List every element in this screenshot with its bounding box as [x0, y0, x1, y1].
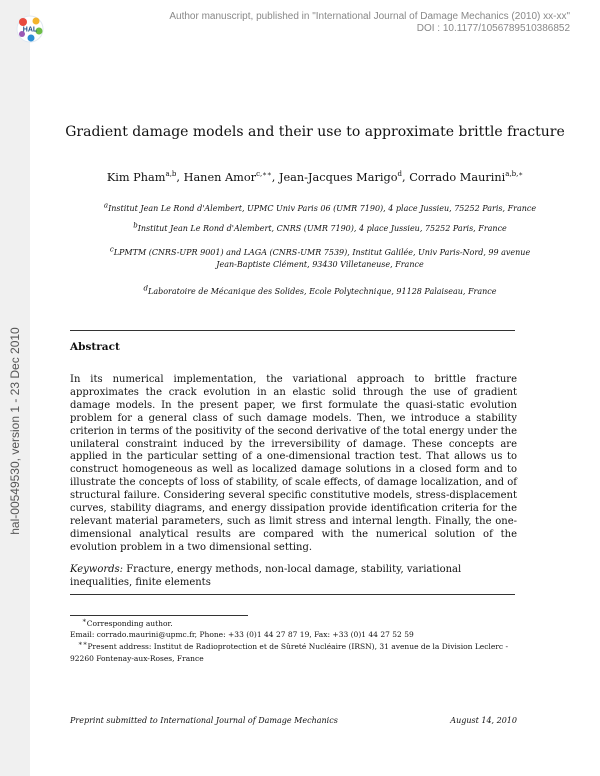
- footnote-mark: ∗: [82, 616, 87, 625]
- affiliation-text-continued: Jean-Baptiste Clément, 93430 Villetaneuse, France: [216, 260, 424, 269]
- preprint-date: August 14, 2010: [450, 716, 517, 725]
- author-name: Hanen Amor: [183, 171, 257, 184]
- abstract-heading: Abstract: [70, 341, 120, 353]
- footnote-corresponding: [70, 618, 532, 630]
- author-separator: ,: [271, 171, 279, 184]
- publication-note: Author manuscript, published in "International Journal of Damage Mechanics (2010) xx-xx": [169, 11, 570, 22]
- author-affil-mark: d: [397, 170, 402, 179]
- keywords-list: Fracture, energy methods, non-local damage, stability, variational inequalities, finite elements: [70, 564, 462, 588]
- author-separator: ,: [176, 171, 184, 184]
- keywords-label: Keywords:: [70, 564, 124, 575]
- doi: DOI : 10.1177/1056789510386852: [416, 23, 570, 34]
- affiliation-mark: a: [103, 201, 109, 210]
- footnote-mark: ∗∗: [78, 639, 88, 648]
- affiliation-text: Institut Jean Le Rond d'Alembert, CNRS (UMR 7190), 4 place Jussieu, 75252 Paris, France: [137, 224, 507, 233]
- abstract-text: In its numerical implementation, the variational approach to brittle fracture approximates the crack evolution in an elastic solid through the use of gradient damage models. In the present paper, we first formulate the quasi-static evolution problem for a general class of such damage models. Then, we introduce a stability criterion in terms of the positivity of the second derivative of the total energy under the unilateral constraint induced by the irreversibility of damage. These concepts are applied in the particular setting of a one-dimensional traction test. That allows us to construct homogeneous as well as localized damage solutions in a closed form and to illustrate the concepts of loss of stability, of scale effects, of damage localization, and of structural failure. Considering several specific constitutive models, stress-displacement curves, stability diagrams, and energy dissipation provide identification criteria for the relevant material parameters, such as limit stress and internal length. Finally, the one-dimensional analytical results are compared with the numerical solution of the evolution problem in a two dimensional setting.: [70, 374, 517, 553]
- author-list: [30, 171, 600, 184]
- footnote-email: Email: corrado.maurini@upmc.fr, Phone: +33 (0)1 44 27 87 19, Fax: +33 (0)1 44 27 52 59: [70, 630, 414, 639]
- author-affil-mark: a,b: [165, 170, 177, 179]
- author-name: Corrado Maurini: [409, 171, 506, 184]
- hal-logo-icon: [14, 13, 46, 45]
- hal-logo-text: HAL: [22, 26, 38, 34]
- hal-sidebar: [0, 0, 30, 776]
- affiliation-text: Institut Jean Le Rond d'Alembert, UPMC Univ Paris 06 (UMR 7190), 4 place Jussieu, 75252 Paris, France: [108, 204, 537, 213]
- hal-identifier: hal-00549530, version 1 - 23 Dec 2010: [8, 327, 22, 535]
- footnote-rule: [70, 615, 248, 616]
- footnote-text: Present address: Institut de Radioprotection et de Sûreté Nucléaire (IRSN), 31 avenue de la Division Leclerc - 92260 Fontenay-aux-Roses, France: [70, 642, 508, 663]
- author-affil-mark: a,b,∗: [505, 170, 524, 179]
- footnote-present-address: [70, 641, 520, 664]
- affiliation-mark: b: [133, 221, 138, 230]
- affiliation-mark: c: [109, 245, 114, 254]
- affiliation-mark: d: [143, 284, 149, 293]
- paper-title: Gradient damage models and their use to approximate brittle fracture: [65, 124, 565, 140]
- author-affil-mark: c,∗∗: [256, 170, 272, 179]
- author-name: Jean-Jacques Marigo: [278, 171, 398, 184]
- affiliation-a: [60, 203, 580, 215]
- affiliation-b: [60, 223, 580, 235]
- abstract-top-rule: [70, 330, 515, 331]
- abstract-bottom-rule: [70, 594, 515, 595]
- affiliation-text: Laboratoire de Mécanique des Solides, Ecole Polytechnique, 91128 Palaiseau, France: [148, 287, 497, 296]
- author-separator: ,: [402, 171, 410, 184]
- publication-info: [169, 11, 570, 35]
- affiliation-d: [60, 286, 580, 298]
- keywords: [70, 564, 515, 589]
- affiliation-c: [60, 247, 580, 271]
- footnote-text: Corresponding author.: [86, 619, 173, 628]
- affiliation-text: LPMTM (CNRS-UPR 9001) and LAGA (CNRS-UMR 7539), Institut Galilée, Univ Paris-Nord, 99 avenue: [113, 248, 531, 257]
- author-name: Kim Pham: [106, 171, 166, 184]
- preprint-note: Preprint submitted to International Journal of Damage Mechanics: [70, 716, 338, 725]
